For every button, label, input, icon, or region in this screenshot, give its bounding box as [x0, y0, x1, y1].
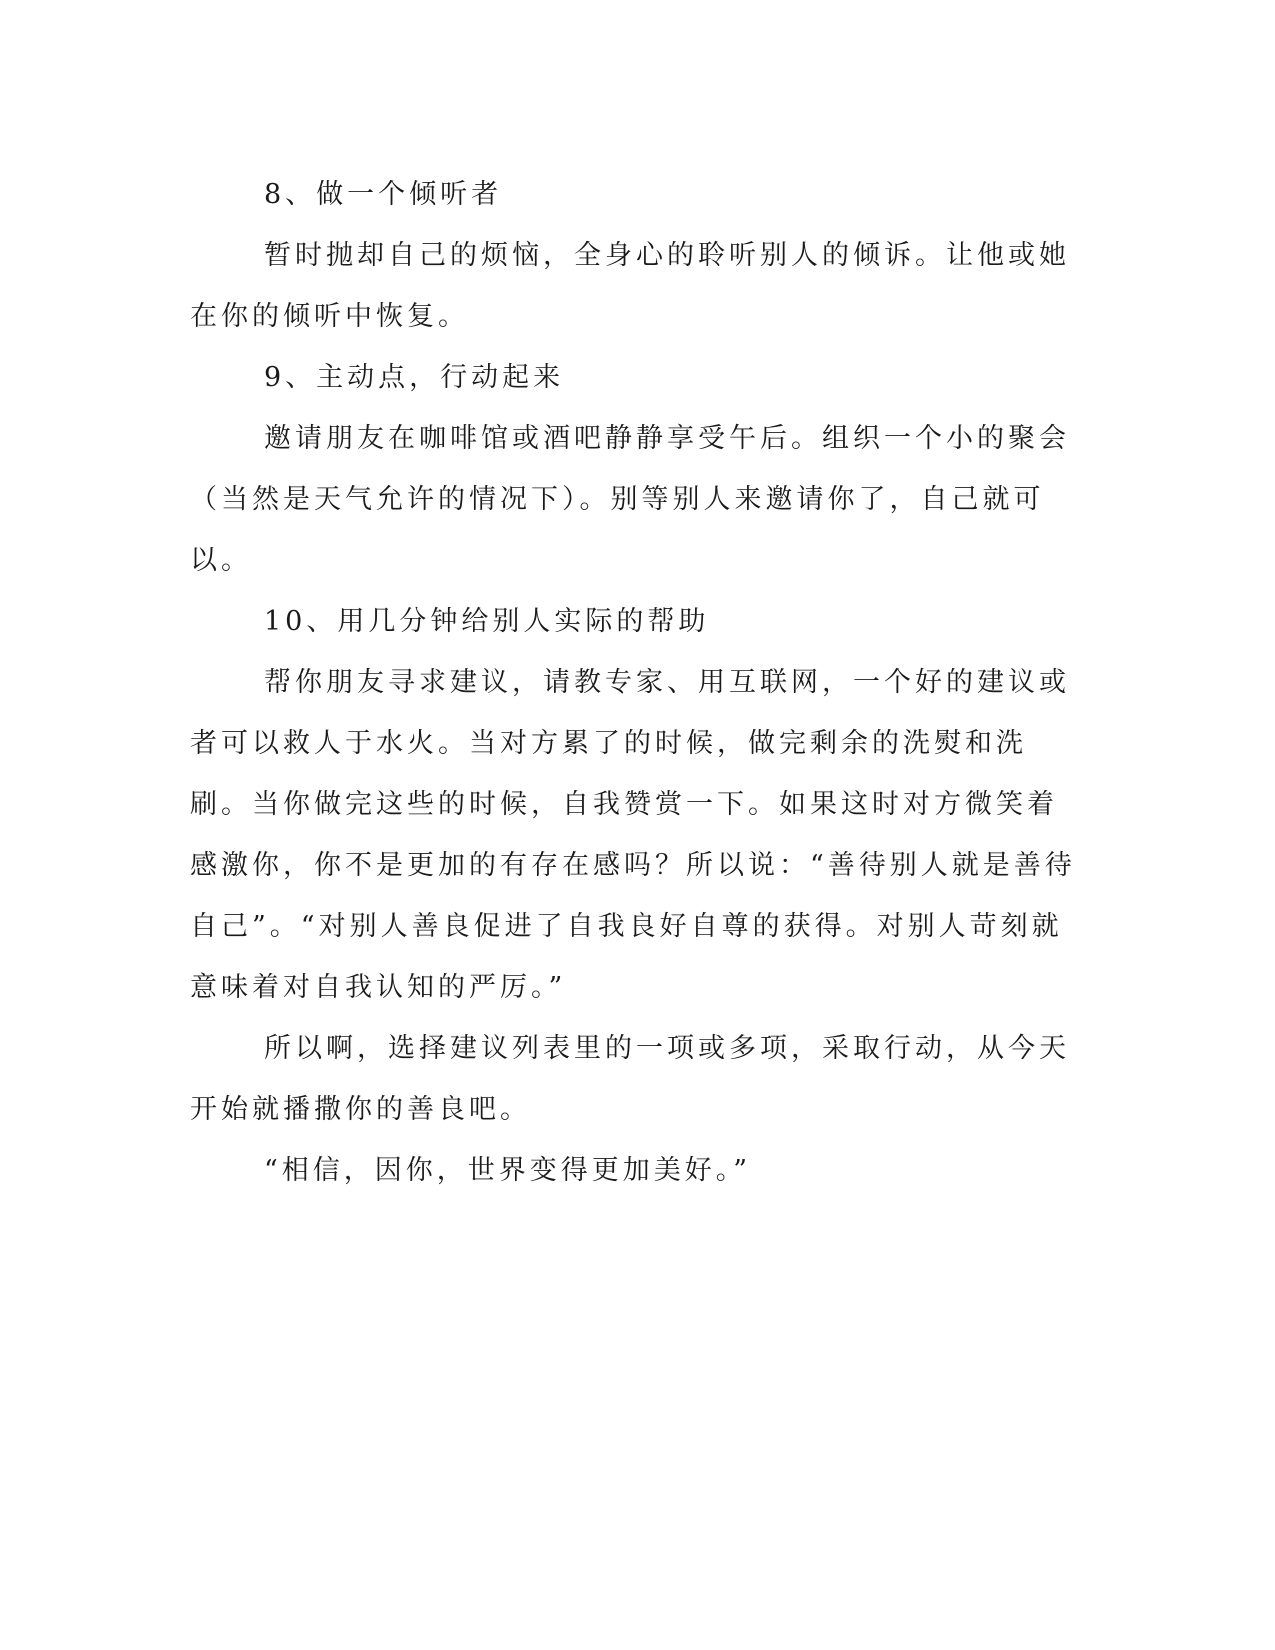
paragraph: 暂时抛却自己的烦恼，全身心的聆听别人的倾诉。让他或她在你的倾听中恢复。	[190, 240, 1070, 332]
section-heading-9: 9、主动点，行动起来	[264, 362, 565, 393]
paragraph: 帮你朋友寻求建议，请教专家、用互联网，一个好的建议或者可以救人于水火。当对方累了的时候，做完剩余的洗熨和洗刷。当你做完这些的时候，自我赞赏一下。如果这时对方微笑着感激你，你不是更加的有存在感吗？所以说：“善待别人就是善待自己”。“对别人善良促进了自我良好自尊的获得。对别人苛刻就意味着对自我认知的严厉。”	[190, 667, 1076, 1003]
section-heading-10: 10、用几分钟给别人实际的帮助	[264, 606, 710, 637]
paragraph: 邀请朋友在咖啡馆或酒吧静静享受午后。组织一个小的聚会（当然是天气允许的情况下）。别等别人来邀请你了，自己就可以。	[190, 423, 1070, 576]
section-heading-8: 8、做一个倾听者	[264, 179, 503, 210]
paragraph: 所以啊，选择建议列表里的一项或多项，采取行动，从今天开始就播撒你的善良吧。	[190, 1033, 1070, 1125]
closing-quote: “相信，因你，世界变得更加美好。”	[264, 1155, 752, 1186]
document-body	[190, 164, 1078, 1201]
